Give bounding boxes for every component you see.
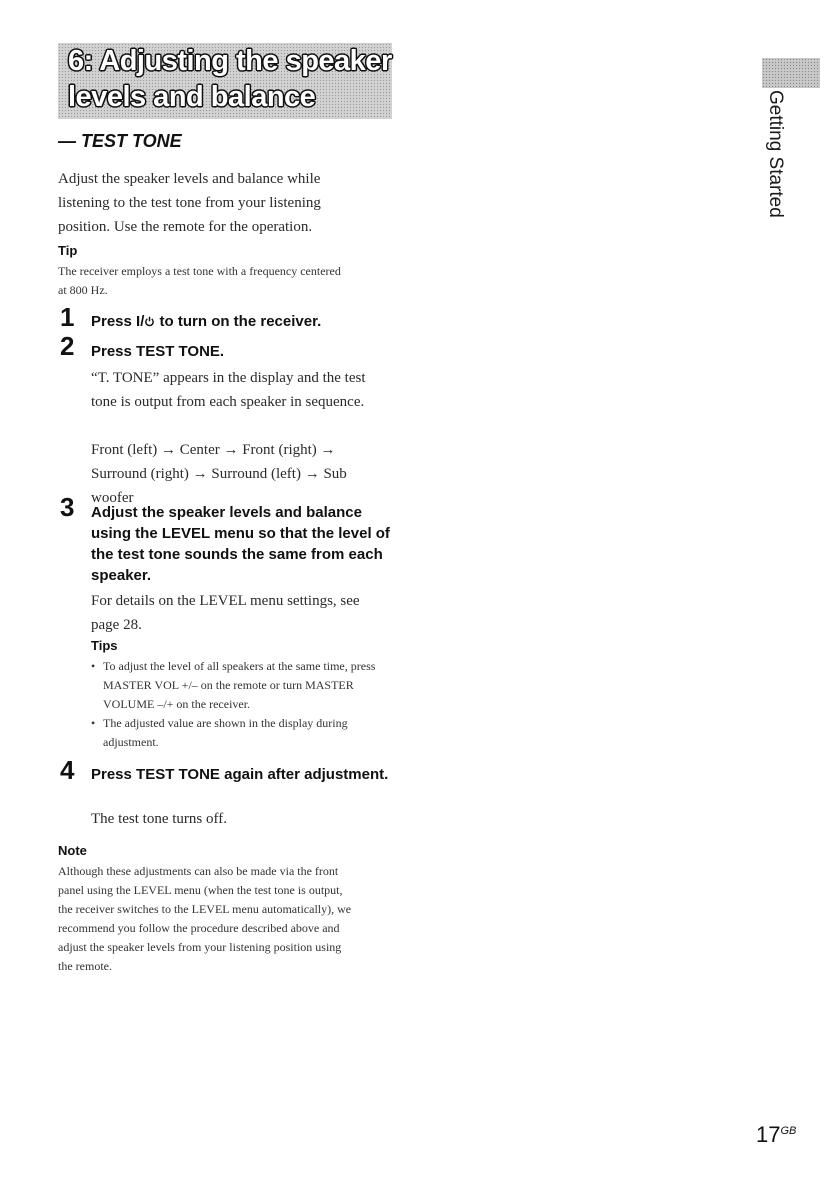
- tip-text: The receiver employs a test tone with a frequency centered at 800 Hz.: [58, 264, 341, 297]
- step-4-number: 4: [60, 755, 75, 785]
- tip-heading: Tip: [58, 243, 78, 258]
- step-1-title-end: to turn on the receiver.: [155, 313, 322, 330]
- step-1-title: [91, 311, 411, 332]
- step-3-description: For details on the LEVEL menu settings, see page 28.: [91, 593, 360, 633]
- step-1-number: 1: [60, 302, 75, 332]
- step-3-number: 3: [60, 492, 75, 522]
- step-3-title: Adjust the speaker levels and balance using the LEVEL menu so that the level of the test tone sounds the same from each speaker.: [91, 504, 390, 584]
- note-heading: Note: [58, 843, 87, 858]
- section-title-line-1: 6: Adjusting the speaker: [68, 45, 392, 77]
- note-text: Although these adjustments can also be made via the front panel using the LEVEL menu (when the test tone is output, the receiver switches to the LEVEL menu automatically), we recommend you follow the procedure described above and adjust the speaker levels from your listening position using the remote.: [58, 864, 352, 973]
- step-2-title: Press TEST TONE.: [91, 343, 225, 360]
- step-3-tip-item: • To adjust the level of all speakers at the same time, press MASTER VOL +/– on the remote or turn MASTER VOLUME –/+ on the receiver.: [91, 657, 391, 714]
- step-3-tips-list: [91, 657, 391, 752]
- step-4-title: Press TEST TONE again after adjustment.: [91, 766, 389, 783]
- section-title-banner: [58, 43, 392, 119]
- section-title-line-2: levels and balance: [68, 81, 316, 113]
- step-2-number: 2: [60, 331, 75, 361]
- page-number-suffix: GB: [780, 1125, 797, 1137]
- step-1-title-start: Press I/: [91, 313, 145, 330]
- page-number-value: 17: [756, 1122, 781, 1147]
- step-4-description: The test tone turns off.: [91, 811, 227, 827]
- chapter-tab-marker: [762, 58, 820, 88]
- section-subtitle: — TEST TONE: [58, 131, 182, 151]
- step-2-speaker-sequence: Front (left) → Center → Front (right) → Surround (right) → Surround (left) → Sub woofer: [91, 442, 347, 506]
- step-2-description: “T. TONE” appears in the display and the test tone is output from each speaker in sequence.: [91, 370, 366, 410]
- power-icon: [144, 316, 155, 327]
- chapter-tab-label: Getting Started: [765, 90, 786, 218]
- step-3-tip-item: • The adjusted value are shown in the display during adjustment.: [91, 714, 391, 752]
- step-3-tips-heading: Tips: [91, 638, 118, 653]
- intro-paragraph: Adjust the speaker levels and balance while listening to the test tone from your listening position. Use the remote for the operation.: [58, 171, 321, 235]
- page-number: [756, 1122, 796, 1148]
